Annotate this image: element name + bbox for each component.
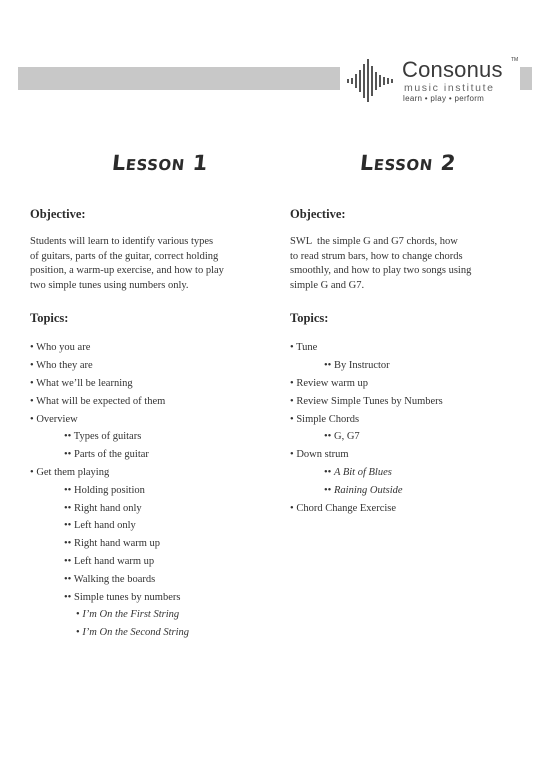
topics-list bbox=[290, 339, 520, 517]
objective-line: Students will learn to identify various types bbox=[30, 236, 214, 247]
subtopic-item: •• Simple tunes by numbers bbox=[64, 591, 181, 603]
topic-item: • Who you are bbox=[30, 342, 91, 354]
brand-tagline: learn • play • perform bbox=[403, 94, 485, 103]
topic-item: • Get them playing bbox=[30, 466, 110, 478]
lesson-title: Lesson 2 bbox=[358, 151, 458, 175]
objective-line: of guitars, parts of the guitar, correct holding bbox=[30, 250, 219, 262]
topic-item: • Review warm up bbox=[290, 377, 369, 389]
objective-text bbox=[290, 235, 520, 293]
song-item: •• A Bit of Blues bbox=[324, 466, 392, 478]
objective-line: to read strum bars, how to change chords bbox=[290, 250, 463, 262]
topic-item: • Review Simple Tunes by Numbers bbox=[290, 395, 443, 407]
subtopic-item: •• Parts of the guitar bbox=[64, 449, 149, 461]
subtopic-item: •• Walking the boards bbox=[64, 573, 156, 585]
brand-name: Consonus bbox=[402, 57, 503, 82]
subtopic-item: •• Left hand only bbox=[64, 520, 136, 532]
topic-item: • Chord Change Exercise bbox=[290, 502, 397, 514]
objective-line: simple G and G7. bbox=[290, 279, 365, 291]
objective-heading: Objective: bbox=[290, 207, 346, 221]
objective-line: two simple tunes using numbers only. bbox=[30, 279, 189, 291]
objective-heading: Objective: bbox=[30, 207, 86, 221]
trademark-mark: TM bbox=[511, 57, 519, 63]
subtopic-item: •• Types of guitars bbox=[64, 431, 142, 443]
topic-item: • Who they are bbox=[30, 360, 93, 372]
subtopic-item: •• By Instructor bbox=[324, 360, 390, 372]
topic-item: • What we’ll be learning bbox=[30, 377, 133, 389]
objective-line: smoothly, and how to play two songs using bbox=[290, 265, 472, 277]
brand-subtitle: music institute bbox=[404, 82, 495, 94]
topics-heading: Topics: bbox=[290, 311, 329, 326]
topic-item: • Tune bbox=[290, 342, 318, 354]
topics-list bbox=[30, 339, 265, 642]
subtopic-item: •• Right hand only bbox=[64, 502, 142, 514]
song-item: • I’m On the First String bbox=[76, 609, 180, 621]
topic-item: • Simple Chords bbox=[290, 413, 360, 425]
topic-item: • What will be expected of them bbox=[30, 395, 166, 407]
brand-logo bbox=[340, 52, 520, 110]
subtopic-item: •• Left hand warm up bbox=[64, 555, 155, 567]
lesson-title: Lesson 1 bbox=[110, 151, 210, 175]
subtopic-item: •• G, G7 bbox=[324, 431, 360, 443]
objective-text bbox=[30, 235, 265, 293]
lesson-1-column bbox=[30, 150, 265, 642]
objective-line: position, a warm-up exercise, and how to play bbox=[30, 265, 224, 277]
subtopic-item: •• Holding position bbox=[64, 484, 145, 496]
lesson-2-column bbox=[290, 150, 520, 517]
sound-wave-icon bbox=[346, 58, 398, 102]
song-item: •• Raining Outside bbox=[324, 484, 403, 496]
topic-item: • Overview bbox=[30, 413, 78, 425]
topic-item: • Down strum bbox=[290, 449, 349, 461]
objective-line: SWL the simple G and G7 chords, how bbox=[290, 236, 458, 247]
song-item: • I’m On the Second String bbox=[76, 627, 190, 639]
subtopic-item: •• Right hand warm up bbox=[64, 538, 161, 550]
topics-heading: Topics: bbox=[30, 311, 69, 326]
